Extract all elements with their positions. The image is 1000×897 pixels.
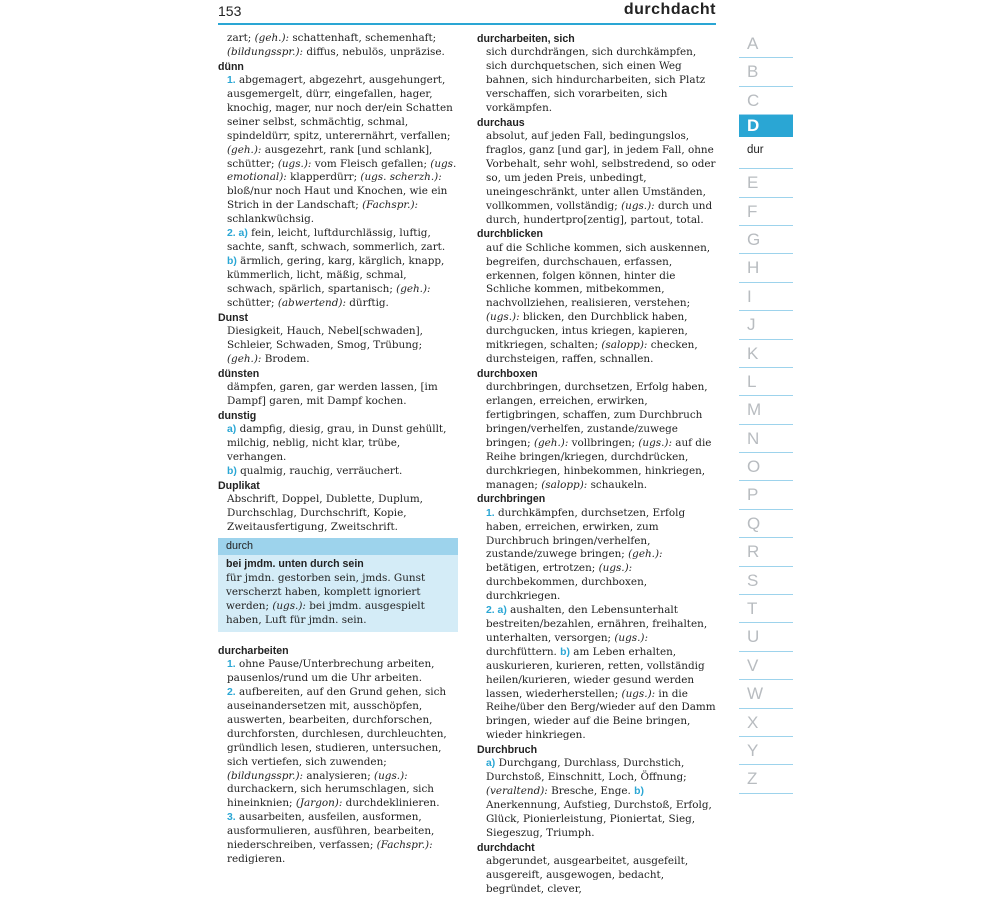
entry-headword: dünn	[218, 60, 244, 73]
entry-headword: durchblicken	[477, 228, 543, 241]
idiom-box-title: durch	[218, 538, 458, 556]
index-letter-q[interactable]: Q	[739, 510, 793, 538]
entry-duplikat	[218, 479, 458, 535]
idiom-body: für jmdn. gestorben sein, jmds. Gunst verscherzt haben, komplett ignoriert werden; (ugs.): bei jmdm. ausgespielt haben, Luft für jmdn. sein.	[226, 572, 426, 627]
entry-headword: Duplikat	[218, 479, 260, 492]
index-letter-h[interactable]: H	[739, 254, 793, 282]
index-letter-i[interactable]: I	[739, 283, 793, 311]
index-letter-p[interactable]: P	[739, 481, 793, 509]
entry-sense-2: 2. aufbereiten, auf den Grund gehen, sich auseinandersetzen mit, ausschöpfen, auswerten, bearbeiten, durchforschen, durchforsten, durchlesen, durchleuchten, gründlich lesen, studieren, untersuchen, sich vertiefen, sich zuwenden; (bildungsspr.): analysieren; (ugs.): durchackern, sich herumschlagen, sich hineinknien; (Jargon): durchdeklinieren.	[227, 686, 447, 810]
entry-headword: Durchbruch	[477, 744, 538, 757]
index-letter-r[interactable]: R	[739, 538, 793, 566]
right-column	[477, 32, 716, 897]
index-letter-s[interactable]: S	[739, 567, 793, 595]
index-letter-t[interactable]: T	[739, 595, 793, 623]
entry-sense-b: b) qualmig, rauchig, verräuchert.	[227, 464, 403, 477]
index-letter-a[interactable]: A	[739, 30, 793, 58]
index-letter-f[interactable]: F	[739, 198, 793, 226]
idiom-box	[218, 538, 458, 632]
index-letter-v[interactable]: V	[739, 652, 793, 680]
index-sub-label: dur	[739, 137, 793, 169]
entry-sense-3: 3. ausarbeiten, ausfeilen, ausformen, ausformulieren, ausführen, bearbeiten, niederschreiben, verfassen; (Fachspr.): redigieren.	[227, 811, 435, 865]
entry-durchblicken	[477, 227, 716, 366]
entry-dunstig	[218, 409, 458, 479]
entry-durcharbeiten-sich	[477, 32, 716, 116]
entry-sense-a: a) dampfig, diesig, grau, in Dunst gehüllt, milchig, neblig, nicht klar, trübe, verhangen.	[227, 422, 447, 463]
entry-duenn	[218, 60, 458, 311]
page-number: 153	[218, 3, 242, 19]
entry-sense-1: 1. ohne Pause/Unterbrechung arbeiten, pausenlos/rund um die Uhr arbeiten.	[227, 658, 435, 685]
entry-headword: durchdacht	[477, 841, 535, 854]
index-letter-k[interactable]: K	[739, 340, 793, 368]
index-letter-e[interactable]: E	[739, 169, 793, 197]
entry-body: durchbringen, durchsetzen, Erfolg haben, erlangen, erreichen, erwirken, fertigbringen, schaffen, zum Durchbruch bringen/verhelfen, zustande/zuwege bringen; (geh.): vollbringen; (ugs.): auf die Reihe bringen/kriegen, durchdrücken, durchkriegen, hinbekommen, hinkriegen, managen; (salopp): schaukeln.	[486, 381, 712, 491]
page-header	[218, 0, 716, 25]
entry-body: Abschrift, Doppel, Dublette, Duplum, Durchschlag, Durchschrift, Kopie, Zweitausfertigung, Zweitschrift.	[227, 492, 423, 533]
index-letter-y[interactable]: Y	[739, 737, 793, 765]
entry-headword: durcharbeiten, sich	[477, 33, 575, 45]
entry-sense-2: 2. a) aushalten, den Lebensunterhalt bestreiten/bezahlen, ernähren, freihalten, unterhalten, versorgen; (ugs.): durchfüttern. b) am Leben erhalten, auskurieren, kurieren, retten, vollständig heilen/kurieren, wieder gesund werden lassen, wiederherstellen; (ugs.): in die Reihe/über den Berg/wieder auf den Damm bringen, wieder auf die Beine bringen, wieder hinkriegen.	[486, 604, 716, 742]
idiom-headword: bei jmdm. unten durch sein	[226, 558, 364, 571]
index-letter-b[interactable]: B	[739, 58, 793, 86]
entry-sense-2: 2. a) fein, leicht, luftdurchlässig, luftig, sachte, sanft, schwach, sommerlich, zart. b) ärmlich, gering, karg, kärglich, knapp, kümmerlich, licht, mäßig, schmal, schwach, spärlich, spartanisch; (geh.): schütter; (abwertend): dürftig.	[227, 227, 446, 309]
index-letter-d[interactable]: D	[739, 115, 793, 137]
index-letter-l[interactable]: L	[739, 368, 793, 396]
entry-body: dämpfen, garen, gar werden lassen, [im Dampf] garen, mit Dampf kochen.	[227, 380, 438, 407]
entry-sense-1: 1. abgemagert, abgezehrt, ausgehungert, ausgemergelt, dürr, eingefallen, hager, knochig, mager, nur noch der/ein Schatten seiner selbst, schmächtig, schmal, spindeldürr, spitz, unterernährt, verfallen; (geh.): ausgezehrt, rank [und schlank], schütter; (ugs.): vom Fleisch gefallen; (ugs. emotional): klapperdürr; (ugs. scherzh.): bloß/nur noch Haut und Knochen, wie ein Strich in der Landschaft; (Fachspr.): schlankwüchsig.	[227, 74, 457, 226]
entry-body: Diesigkeit, Hauch, Nebel[schwaden], Schleier, Schwaden, Smog, Trübung; (geh.): Brodem.	[227, 324, 423, 365]
left-column	[218, 32, 458, 867]
entry-body: abgerundet, ausgearbeitet, ausgefeilt, ausgereift, ausgewogen, bedacht, begründet, clever,	[486, 855, 689, 896]
entry-headword: Dunst	[218, 311, 249, 324]
entry-durchbringen	[477, 492, 716, 743]
entry-durcharbeiten	[218, 644, 458, 867]
continued-entry-text: zart; (geh.): schattenhaft, schemenhaft; (bildungsspr.): diffus, nebulös, unpräzise.	[227, 32, 445, 58]
entry-headword: dunstig	[218, 409, 257, 422]
entry-durchdacht	[477, 841, 716, 897]
entry-headword: dünsten	[218, 367, 260, 380]
entry-duensten	[218, 367, 458, 409]
index-letter-j[interactable]: J	[739, 311, 793, 339]
entry-body: sich durchdrängen, sich durchkämpfen, sich durchquetschen, sich einen Weg bahnen, sich hindurcharbeiten, sich Platz verschaffen, sich vorarbeiten, sich vorkämpfen.	[486, 46, 706, 114]
index-letter-g[interactable]: G	[739, 226, 793, 254]
entry-body: absolut, auf jeden Fall, bedingungslos, fraglos, ganz [und gar], in jedem Fall, ohne Vorbehalt, sehr wohl, selbstredend, so oder so, um jeden Preis, unbedingt, uneingeschränkt, unter allen Umständen, vollkommen, vollständig; (ugs.): durch und durch, hundertpro[zentig], partout, total.	[486, 130, 716, 226]
entry-headword: durchboxen	[477, 367, 538, 380]
index-letter-u[interactable]: U	[739, 623, 793, 651]
entry-headword: durcharbeiten	[218, 645, 289, 658]
index-letter-x[interactable]: X	[739, 709, 793, 737]
index-letter-o[interactable]: O	[739, 453, 793, 481]
index-letter-n[interactable]: N	[739, 425, 793, 453]
index-letter-w[interactable]: W	[739, 680, 793, 708]
entry-sense-1: 1. durchkämpfen, durchsetzen, Erfolg haben, erreichen, erwirken, zum Durchbruch bringen/verhelfen, zustande/zuwege bringen; (geh.): betätigen, ertrotzen; (ugs.): durchbekommen, durchboxen, durchkriegen.	[486, 506, 686, 603]
entry-durchboxen	[477, 367, 716, 493]
entry-headword: durchaus	[477, 116, 525, 129]
index-letter-z[interactable]: Z	[739, 765, 793, 793]
entry-dunst	[218, 311, 458, 367]
entry-durchbruch	[477, 743, 716, 841]
running-headword: durchdacht	[623, 1, 716, 18]
entry-durchaus	[477, 116, 716, 228]
entry-headword: durchbringen	[477, 493, 546, 506]
alphabet-thumb-index	[739, 30, 793, 794]
index-letter-c[interactable]: C	[739, 87, 793, 115]
index-letter-m[interactable]: M	[739, 396, 793, 424]
entry-body: auf die Schliche kommen, sich auskennen, begreifen, durchschauen, erfassen, erkennen, folgen können, hinter die Schliche kommen, mitbekommen, nachvollziehen, realisieren, verstehen; (ugs.): blicken, den Durchblick haben, durchgucken, intus kriegen, kapieren, mitkriegen, schalten; (salopp): checken, durchsteigen, raffen, schnallen.	[486, 241, 711, 366]
entry-sense-a-b: a) Durchgang, Durchlass, Durchstich, Durchstoß, Einschnitt, Loch, Öffnung; (veraltend): Bresche, Enge. b) Anerkennung, Aufstieg, Durchstoß, Erfolg, Glück, Pionierleistung, Pioniertat, Sieg, Siegeszug, Triumph.	[486, 757, 712, 839]
